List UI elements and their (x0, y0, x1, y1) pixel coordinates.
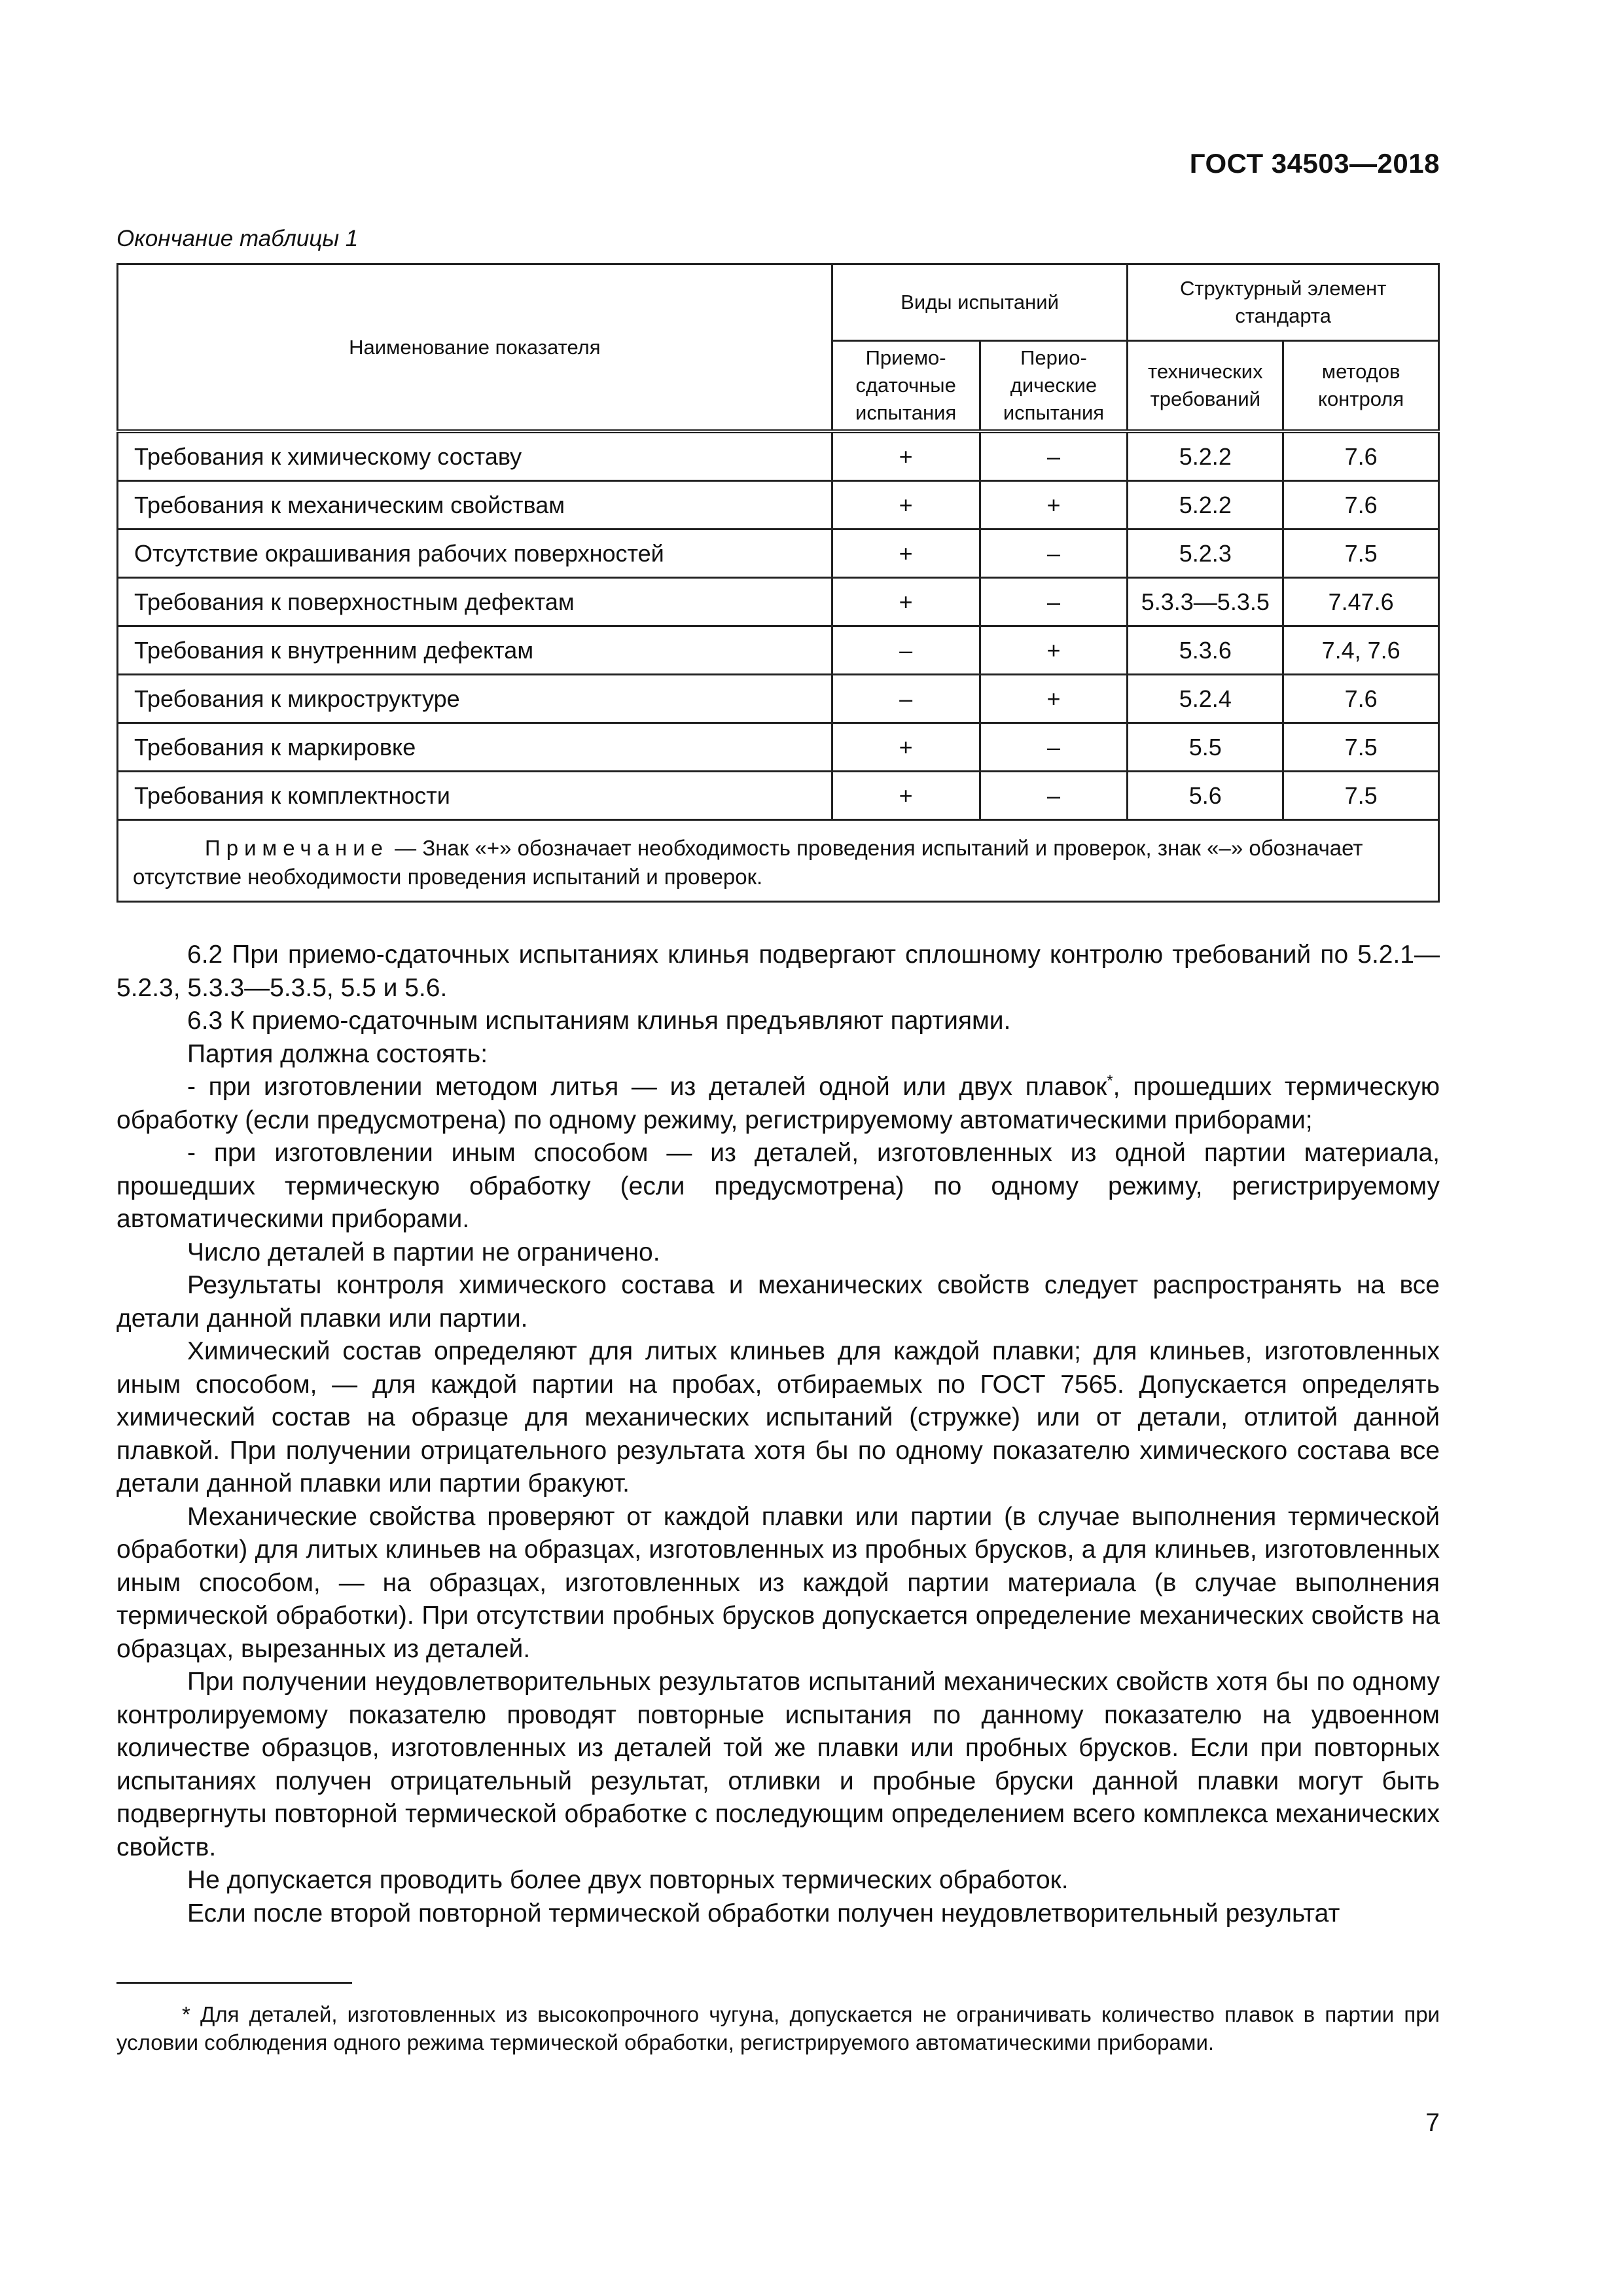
row-method-ref: 7.5 (1283, 772, 1439, 820)
document-code: ГОСТ 34503—2018 (1189, 148, 1440, 179)
header-indicator-name: Наименование показателя (118, 264, 832, 432)
row-name: Требования к маркировке (118, 723, 832, 772)
list-item-casting-text-b: , прошедших термическую обработку (если предусмотрена) по одному режиму, регистрируемому автоматическими приборами; (116, 1073, 1440, 1134)
row-name: Требования к внутренним дефектам (118, 626, 832, 675)
row-name: Требования к микроструктуре (118, 675, 832, 723)
table-row (118, 529, 1439, 578)
row-periodic: – (980, 431, 1128, 481)
table-row (118, 431, 1439, 481)
note-text: — Знак «+» обозначает необходимость проведения испытаний и проверок, знак «–» обозначает отсутствие необходимости проведения испытаний и проверок. (133, 836, 1363, 889)
paragraph-6-2: 6.2 При приемо-сдаточных испытаниях клинья подвергают сплошному контролю требований по 5.2.1—5.2.3, 5.3.3—5.3.5, 5.5 и 5.6. (116, 941, 1440, 1002)
table-row (118, 772, 1439, 820)
paragraph-6-3: 6.3 К приемо-сдаточным испытаниям клинья предъявляют партиями. (187, 1007, 1011, 1035)
list-item-casting (116, 1071, 1440, 1137)
paragraph-second-treatment: Если после второй повторной термической обработки получен неудовлетворительный результат (187, 1899, 1340, 1928)
row-acceptance: + (832, 723, 980, 772)
paragraph-batch-size: Число деталей в партии не ограничено. (187, 1238, 660, 1266)
paragraph-heat-treatment-limit: Не допускается проводить более двух повторных термических обработок. (187, 1866, 1069, 1894)
paragraph-results-scope: Результаты контроля химического состава и механических свойств следует распространять на все детали данной плавки или партии. (116, 1271, 1440, 1333)
row-tech-ref: 5.5 (1128, 723, 1283, 772)
body-text (116, 939, 1440, 1930)
row-tech-ref: 5.3.3—5.3.5 (1128, 578, 1283, 626)
row-method-ref: 7.47.6 (1283, 578, 1439, 626)
row-acceptance: – (832, 626, 980, 675)
row-name: Требования к механическим свойствам (118, 481, 832, 529)
row-method-ref: 7.5 (1283, 529, 1439, 578)
header-periodic-tests: Перио- дические испытания (980, 341, 1128, 432)
header-control-methods: методов контроля (1283, 341, 1439, 432)
row-periodic: – (980, 578, 1128, 626)
row-periodic: – (980, 772, 1128, 820)
row-tech-ref: 5.2.2 (1128, 431, 1283, 481)
row-method-ref: 7.6 (1283, 675, 1439, 723)
row-method-ref: 7.4, 7.6 (1283, 626, 1439, 675)
table-row (118, 675, 1439, 723)
row-acceptance: + (832, 529, 980, 578)
row-acceptance: + (832, 431, 980, 481)
table-row (118, 626, 1439, 675)
row-periodic: + (980, 481, 1128, 529)
row-acceptance: + (832, 481, 980, 529)
row-method-ref: 7.5 (1283, 723, 1439, 772)
table-row (118, 481, 1439, 529)
row-tech-ref: 5.3.6 (1128, 626, 1283, 675)
row-tech-ref: 5.2.2 (1128, 481, 1283, 529)
paragraph-mechanical-properties: Механические свойства проверяют от каждой плавки или партии (в случае выполнения термической обработки) для литых клиньев на образцах, изготовленных из пробных брусков, а для клиньев, изготовленных иным способом, — на образцах, изготовленных из каждой партии материала (в случае выполнения термической обработки). При отсутствии пробных брусков допускается определение механических свойств на образцах, вырезанных из деталей. (116, 1502, 1440, 1663)
header-acceptance-tests: Приемо- сдаточные испытания (832, 341, 980, 432)
row-tech-ref: 5.6 (1128, 772, 1283, 820)
row-acceptance: – (832, 675, 980, 723)
page-number: 7 (1425, 2109, 1440, 2137)
note-label: Примечание (205, 836, 389, 860)
row-name: Требования к комплектности (118, 772, 832, 820)
indicators-table (116, 263, 1440, 903)
paragraph-chemical-composition: Химический состав определяют для литых клиньев для каждой плавки; для клиньев, изготовленных иным способом, — для каждой партии на пробах, отбираемых по ГОСТ 7565. Допускается определять химический состав на образце для механических испытаний (стружке) или от детали, отлитой данной плавкой. При получении отрицательного результата хотя бы по одному показателю химического состава все детали данной плавки или партии бракуют. (116, 1337, 1440, 1498)
table-note (118, 820, 1439, 902)
row-periodic: + (980, 626, 1128, 675)
row-method-ref: 7.6 (1283, 481, 1439, 529)
footnote: * Для деталей, изготовленных из высокопрочного чугуна, допускается не ограничивать количество плавок в партии при условии соблюдения одного режима термической обработки, регистрируемого автоматическими приборами. (116, 2002, 1440, 2054)
row-tech-ref: 5.2.3 (1128, 529, 1283, 578)
row-periodic: – (980, 529, 1128, 578)
row-tech-ref: 5.2.4 (1128, 675, 1283, 723)
paragraph-retest: При получении неудовлетворительных результатов испытаний механических свойств хотя бы по одному контролируемому показателю проводят повторные испытания по данному показателю на удвоенном количестве образцов, изготовленных из деталей той же плавки или пробных брусков. Если при повторных испытаниях получен отрицательный результат, отливки и пробные бруски данной плавки могут быть подвергнуты повторной термической обработке с последующим определением всего комплекса механических свойств. (116, 1668, 1440, 1861)
header-technical-requirements: технических требований (1128, 341, 1283, 432)
footnote-divider (116, 1982, 352, 1984)
table-note-row (118, 820, 1439, 902)
row-periodic: + (980, 675, 1128, 723)
footnote-marker: * (1107, 1072, 1113, 1090)
header-test-types: Виды испытаний (832, 264, 1128, 341)
list-item-casting-text-a: - при изготовлении методом литья — из деталей одной или двух плавок (187, 1073, 1107, 1101)
row-name: Требования к химическому составу (118, 431, 832, 481)
table-header-row-1 (118, 264, 1439, 341)
table-caption: Окончание таблицы 1 (116, 226, 359, 251)
header-structural-element: Структурный элемент стандарта (1128, 264, 1439, 341)
paragraph-batch-intro: Партия должна состоять: (187, 1039, 488, 1068)
table-row (118, 723, 1439, 772)
row-acceptance: + (832, 772, 980, 820)
row-name: Требования к поверхностным дефектам (118, 578, 832, 626)
table-row (118, 578, 1439, 626)
row-method-ref: 7.6 (1283, 431, 1439, 481)
row-acceptance: + (832, 578, 980, 626)
row-name: Отсутствие окрашивания рабочих поверхностей (118, 529, 832, 578)
list-item-other-method: - при изготовлении иным способом — из деталей, изготовленных из одной партии материала, прошедших термическую обработку (если предусмотрена) по одному режиму, регистрируемому автоматическими приборами. (116, 1139, 1440, 1233)
row-periodic: – (980, 723, 1128, 772)
